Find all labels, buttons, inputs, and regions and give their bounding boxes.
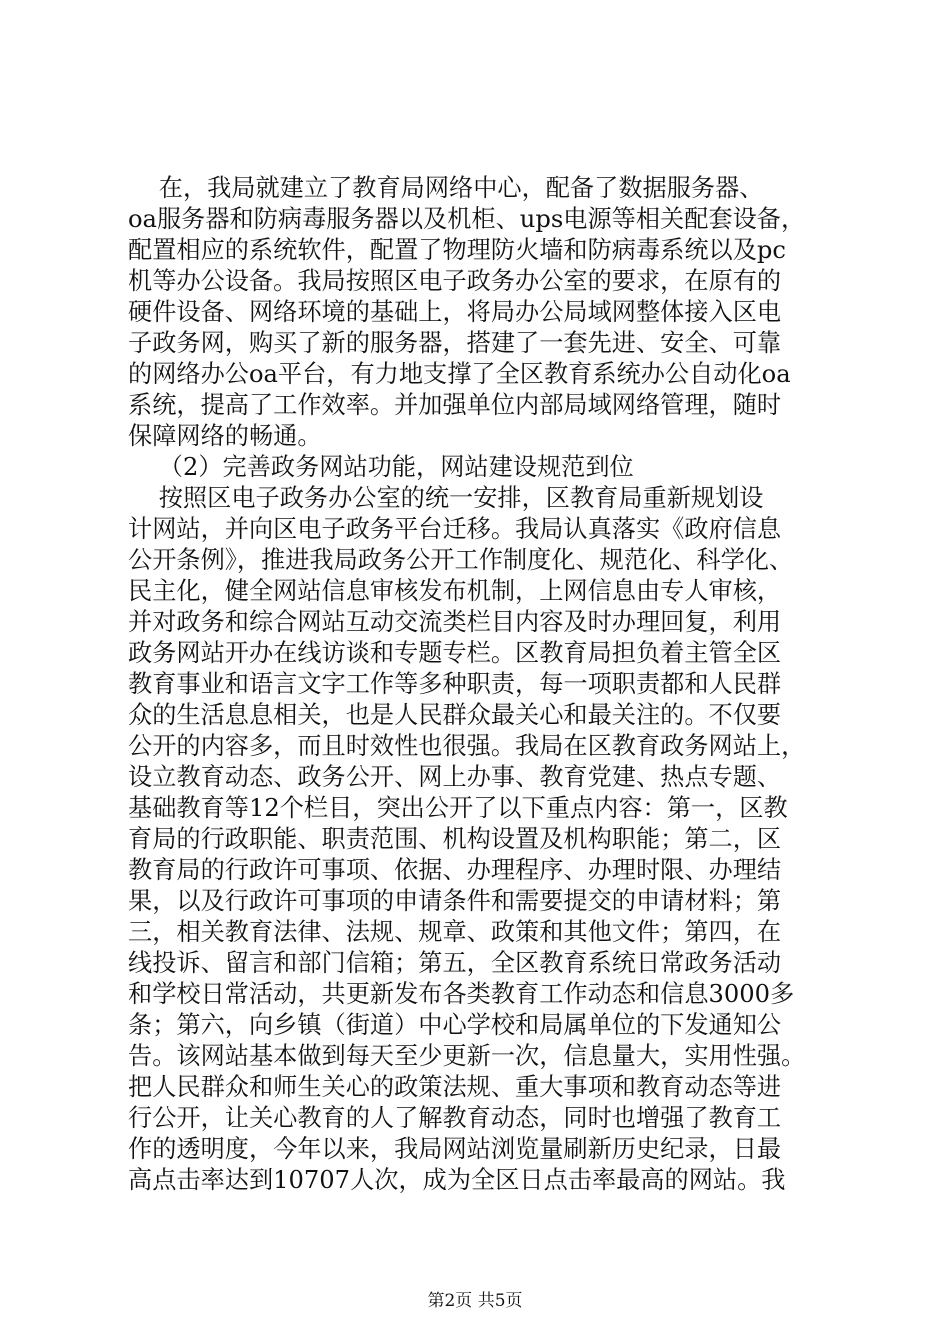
body-line: 配置相应的系统软件，配置了物理防火墙和防病毒系统以及pc xyxy=(128,236,786,264)
document-body xyxy=(128,173,858,1196)
body-line: 并对政务和综合网站互动交流类栏目内容及时办理回复，利用 xyxy=(128,608,782,636)
body-line: 设立教育动态、政务公开、网上办事、教育党建、热点专题、 xyxy=(128,763,782,791)
body-line: 条；第六，向乡镇（街道）中心学校和局属单位的下发通知公 xyxy=(128,1011,782,1039)
body-line: 果，以及行政许可事项的申请条件和需要提交的申请材料；第 xyxy=(128,887,782,915)
body-line: 保障网络的畅通。 xyxy=(128,422,322,450)
body-line: 线投诉、留言和部门信箱；第五，全区教育系统日常政务活动 xyxy=(128,949,782,977)
body-line: 计网站，并向区电子政务平台迁移。我局认真落实《政府信息 xyxy=(128,515,782,543)
body-line: 公开的内容多，而且时效性也很强。我局在区教育政务网站上， xyxy=(128,732,806,760)
body-line: 公开条例》，推进我局政务公开工作制度化、规范化、科学化、 xyxy=(128,546,794,574)
body-line: 的网络办公oa平台，有力地支撑了全区教育系统办公自动化oa xyxy=(128,360,791,388)
page-footer: 第2页 共5页 xyxy=(427,1291,523,1311)
body-line: 基础教育等12个栏目，突出公开了以下重点内容：第一，区教 xyxy=(128,794,788,822)
body-line: 教育事业和语言文字工作等多种职责，每一项职责都和人民群 xyxy=(128,670,782,698)
body-line: 在，我局就建立了教育局网络中心，配备了数据服务器、 xyxy=(128,174,764,202)
body-line: 育局的行政职能、职责范围、机构设置及机构职能；第二，区 xyxy=(128,825,782,853)
body-line: 和学校日常活动，共更新发布各类教育工作动态和信息3000多 xyxy=(128,980,795,1008)
body-line: 系统，提高了工作效率。并加强单位内部局域网络管理，随时 xyxy=(128,391,782,419)
body-line: 机等办公设备。我局按照区电子政务办公室的要求，在原有的 xyxy=(128,267,782,295)
body-line: 民主化，健全网站信息审核发布机制，上网信息由专人审核， xyxy=(128,577,782,605)
body-line: 按照区电子政务办公室的统一安排，区教育局重新规划设 xyxy=(128,484,764,512)
body-line: （2）完善政务网站功能，网站建设规范到位 xyxy=(128,453,634,481)
body-line: 三，相关教育法律、法规、规章、政策和其他文件；第四，在 xyxy=(128,918,782,946)
body-line: 高点击率达到10707人次，成为全区日点击率最高的网站。我 xyxy=(128,1166,786,1194)
body-line: oa服务器和防病毒服务器以及机柜、ups电源等相关配套设备， xyxy=(128,205,806,233)
body-line: 把人民群众和师生关心的政策法规、重大事项和教育动态等进 xyxy=(128,1073,782,1101)
body-line: 子政务网，购买了新的服务器，搭建了一套先进、安全、可靠 xyxy=(128,329,782,357)
body-line: 政务网站开办在线访谈和专题专栏。区教育局担负着主管全区 xyxy=(128,639,782,667)
body-line: 教育局的行政许可事项、依据、办理程序、办理时限、办理结 xyxy=(128,856,782,884)
body-line: 众的生活息息相关，也是人民群众最关心和最关注的。不仅要 xyxy=(128,701,782,729)
body-line: 硬件设备、网络环境的基础上，将局办公局域网整体接入区电 xyxy=(128,298,782,326)
body-line: 行公开，让关心教育的人了解教育动态，同时也增强了教育工 xyxy=(128,1104,782,1132)
body-line: 作的透明度，今年以来，我局网站浏览量刷新历史纪录，日最 xyxy=(128,1135,782,1163)
body-line: 告。该网站基本做到每天至少更新一次，信息量大，实用性强。 xyxy=(128,1042,806,1070)
